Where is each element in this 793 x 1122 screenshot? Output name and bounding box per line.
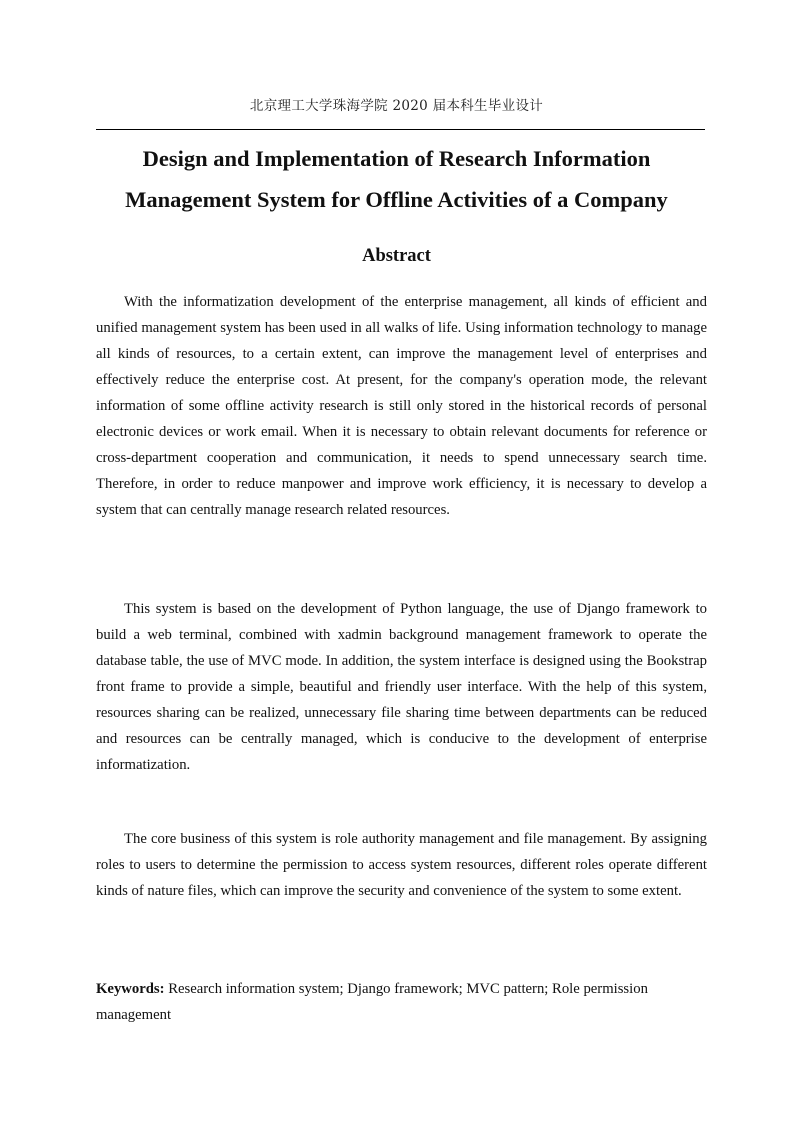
abstract-paragraph-2: This system is based on the development of Python language, the use of Django framework to build a web terminal, combined with xadmin background management framework to operate the database table, the use of MVC mode. In addition, the system interface is designed using the Bookstrap front frame to provide a simple, beautiful and friendly user interface. With the help of this system, resources sharing can be realized, unnecessary file sharing time between departments can be reduced and resources can be centrally managed, which is conducive to the development of enterprise informatization. (96, 601, 707, 773)
keywords-label: Keywords: (96, 981, 165, 997)
title-line-1: Design and Implementation of Research Information (142, 146, 651, 171)
header-rule (96, 129, 705, 130)
running-header: 北京理工大学珠海学院 2020 届本科生毕业设计 (249, 98, 544, 114)
title-line-2: Management System for Offline Activities of a Company (125, 187, 668, 212)
abstract-paragraph-1: With the informatization development of the enterprise management, all kinds of efficient and unified management system has been used in all walks of life. Using information technology to manage all kinds of resources, to a certain extent, can improve the management level of enterprises and effectively reduce the enterprise cost. At present, for the company's operation mode, the relevant information of some offline activity research is still only stored in the historical records of personal electronic devices or work email. When it is necessary to obtain relevant documents for reference or cross-department cooperation and communication, it needs to spend unnecessary search time. Therefore, in order to reduce manpower and improve work efficiency, it is necessary to develop a system that can centrally manage research related resources. (96, 294, 707, 518)
keywords-line (96, 976, 707, 1028)
keywords-text: Research information system; Django framework; MVC pattern; Role permission management (96, 981, 648, 1023)
abstract-paragraph-3: The core business of this system is role authority management and file management. By assigning roles to users to determine the permission to access system resources, different roles operate different kinds of nature files, which can improve the security and convenience of the system to some extent. (96, 831, 707, 899)
paper-title (60, 138, 733, 220)
abstract-heading: Abstract (362, 246, 431, 266)
